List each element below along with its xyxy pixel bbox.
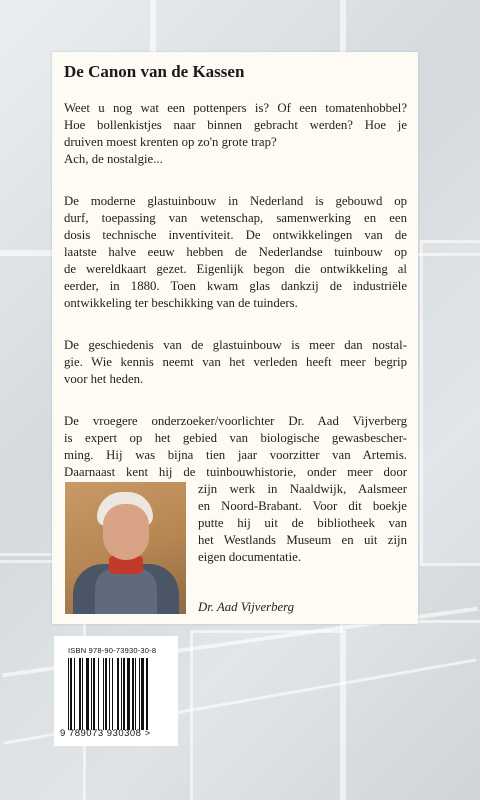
text-line: ontwikkeling ter beschikking van de tuinders.: [64, 296, 298, 310]
author-signature: Dr. Aad Vijverberg: [198, 600, 295, 614]
barcode-bars: [68, 658, 170, 730]
text-line: De vroegere onderzoeker/voorlichter Dr. Aad Vijverberg: [64, 414, 407, 428]
text-line: Daarnaast kent hij de tuinbouwhistorie, onder meer door: [64, 465, 407, 479]
text-line: dosis technische inventiviteit. De ontwikkelingen van de: [64, 228, 407, 242]
barcode-stripe: [74, 658, 75, 730]
barcode-stripe: [98, 658, 99, 730]
book-title: De Canon van de Kassen: [64, 62, 245, 81]
barcode-stripe: [141, 658, 144, 730]
text-line: De moderne glastuinbouw in Nederland is gebouwd op: [64, 194, 407, 208]
barcode-stripe: [123, 658, 125, 730]
barcode-stripe: [132, 658, 134, 730]
text-line: ming. Hij was bijna tien jaar voorzitter van Artemis.: [64, 448, 407, 462]
barcode-stripe: [135, 658, 136, 730]
text-line: voor het heden.: [64, 372, 144, 386]
text-line: eigen documentatie.: [198, 550, 302, 564]
barcode-stripe: [127, 658, 130, 730]
author-photo: [65, 482, 186, 614]
text-line: het Westlands Museum en uit zijn: [198, 533, 407, 547]
barcode-stripe: [121, 658, 122, 730]
barcode-stripe: [79, 658, 81, 730]
text-line: Weet u nog wat een pottenpers is? Of een tomatenhobbel?: [64, 101, 407, 115]
text-line: eerder, in 1880. Toen kwam glas dankzij de industriële: [64, 279, 407, 293]
barcode-stripe: [146, 658, 148, 730]
barcode-stripe: [70, 658, 72, 730]
body-paragraph-1: [64, 193, 407, 312]
author-paragraph: [64, 413, 407, 481]
barcode: [54, 636, 178, 746]
isbn-label: ISBN 978-90-73930-30-8: [68, 646, 157, 655]
text-line: en Noord-Brabant. Voor dit boekje: [198, 499, 407, 513]
text-line: zijn werk in Naaldwijk, Aalsmeer: [198, 482, 407, 496]
barcode-stripe: [105, 658, 107, 730]
text-line: de wereldkaart gezet. Eigenlijk begon die ontwikkeling al: [64, 262, 407, 276]
back-cover-text-panel: [52, 52, 418, 624]
barcode-stripe: [103, 658, 104, 730]
barcode-stripe: [139, 658, 140, 730]
text-line: gie. Wie kennis neemt van het verleden heeft meer begrip: [64, 355, 407, 369]
intro-paragraph: [64, 100, 407, 168]
barcode-stripe: [93, 658, 95, 730]
text-line: Hoe bollenkistjes naar binnen gebracht werden? Hoe je: [64, 118, 407, 132]
barcode-stripe: [112, 658, 113, 730]
barcode-stripe: [109, 658, 110, 730]
text-line: De geschiedenis van de glastuinbouw is meer dan nostal-: [64, 338, 407, 352]
text-line: putte hij uit de bibliotheek van: [198, 516, 407, 530]
text-line: laatste halve eeuw hebben de Nederlandse tuinbouw op: [64, 245, 407, 259]
barcode-stripe: [91, 658, 92, 730]
text-line: druiven moest krenten op zo'n grote trap?: [64, 135, 277, 149]
ean-digits: 9 789073 930308 >: [60, 728, 151, 739]
barcode-stripe: [68, 658, 69, 730]
text-line: durf, toepassing van wetenschap, samenwerking en een: [64, 211, 407, 225]
barcode-stripe: [82, 658, 83, 730]
text-line: is expert op het gebied van biologische gewasbescher-: [64, 431, 407, 445]
text-line: Ach, de nostalgie...: [64, 152, 163, 166]
body-paragraph-2: [64, 337, 407, 388]
barcode-stripe: [117, 658, 119, 730]
author-paragraph-continued: [198, 481, 407, 566]
barcode-stripe: [86, 658, 89, 730]
